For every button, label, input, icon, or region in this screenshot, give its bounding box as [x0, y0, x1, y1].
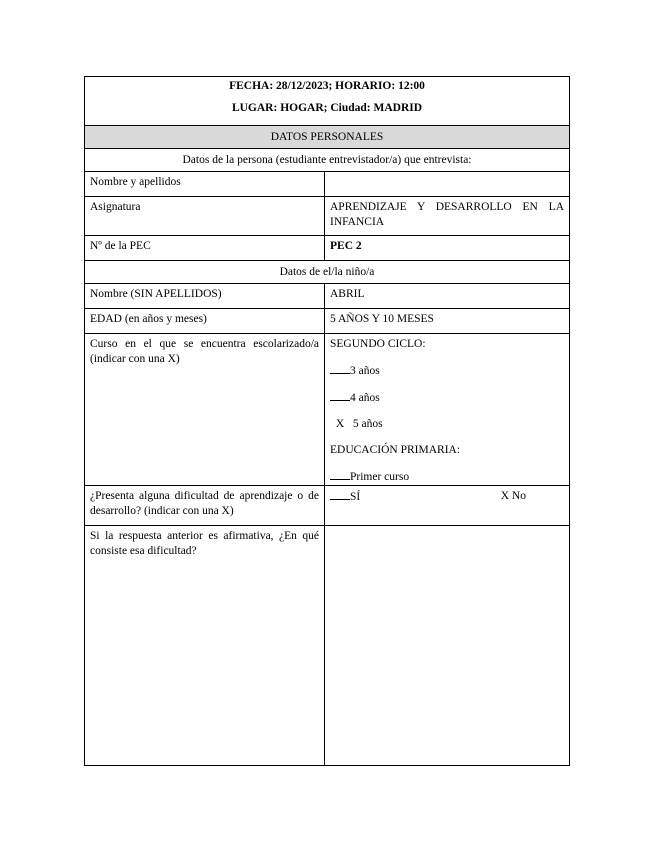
blank-mark [330, 489, 350, 500]
subject-value: APRENDIZAJE Y DESARROLLO EN LA INFANCIA [325, 197, 570, 236]
option-text: 5 años [352, 417, 383, 430]
field-label: Nombre y apellidos [85, 172, 325, 197]
fecha-horario: FECHA: 28/12/2023; HORARIO: 12:00 [85, 77, 570, 102]
table-row [85, 197, 570, 236]
pec-value: PEC 2 [325, 236, 570, 261]
table-row [85, 334, 570, 486]
option-text: 3 años [350, 364, 380, 377]
difficulty-detail-field[interactable] [325, 525, 570, 765]
x-mark: X [335, 417, 345, 430]
option-text: SÍ [350, 490, 361, 503]
header-date-row [85, 77, 570, 102]
table-row [85, 485, 570, 525]
field-label: Nº de la PEC [85, 236, 325, 261]
course-primary-label: EDUCACIÓN PRIMARIA: [330, 443, 461, 456]
personal-data-form [84, 76, 570, 766]
section-header-row [85, 126, 570, 149]
interviewer-subheader: Datos de la persona (estudiante entrevistador/a) que entrevista: [85, 149, 570, 172]
field-label: ¿Presenta alguna dificultad de aprendizaje o de desarrollo? (indicar con una X) [85, 485, 325, 525]
table-row [85, 525, 570, 765]
table-row [85, 172, 570, 197]
table-row [85, 309, 570, 334]
option-text: 4 años [350, 391, 380, 404]
course-cycle-label: SEGUNDO CICLO: [330, 338, 426, 350]
child-subheader: Datos de el/la niño/a [85, 261, 570, 284]
child-name-value: ABRIL [325, 284, 570, 309]
header-place-row [85, 101, 570, 126]
table-row [85, 284, 570, 309]
field-label: Si la respuesta anterior es afirmativa, ¿En qué consiste esa dificultad? [85, 525, 325, 765]
blank-mark [330, 469, 350, 480]
course-option-primer[interactable] [330, 469, 564, 485]
field-label: Asignatura [85, 197, 325, 236]
lugar-ciudad: LUGAR: HOGAR; Ciudad: MADRID [85, 101, 570, 126]
course-option-4[interactable] [330, 390, 564, 406]
course-option-3[interactable] [330, 363, 564, 379]
interviewer-subheader-row [85, 149, 570, 172]
table-row [85, 236, 570, 261]
field-label: EDAD (en años y meses) [85, 309, 325, 334]
blank-mark [330, 363, 350, 374]
course-options [325, 334, 570, 486]
child-subheader-row [85, 261, 570, 284]
difficulty-no-option[interactable]: X No [500, 489, 526, 502]
blank-mark [330, 390, 350, 401]
difficulty-yes-option[interactable] [330, 491, 360, 503]
name-value-field[interactable] [325, 172, 570, 197]
difficulty-options [325, 485, 570, 525]
child-age-value: 5 AÑOS Y 10 MESES [325, 309, 570, 334]
option-text: Primer curso [350, 470, 410, 483]
course-option-5[interactable] [330, 417, 564, 432]
field-label: Nombre (SIN APELLIDOS) [85, 284, 325, 309]
section-title: DATOS PERSONALES [85, 126, 570, 149]
field-label: Curso en el que se encuentra escolarizado/a (indicar con una X) [85, 334, 325, 486]
